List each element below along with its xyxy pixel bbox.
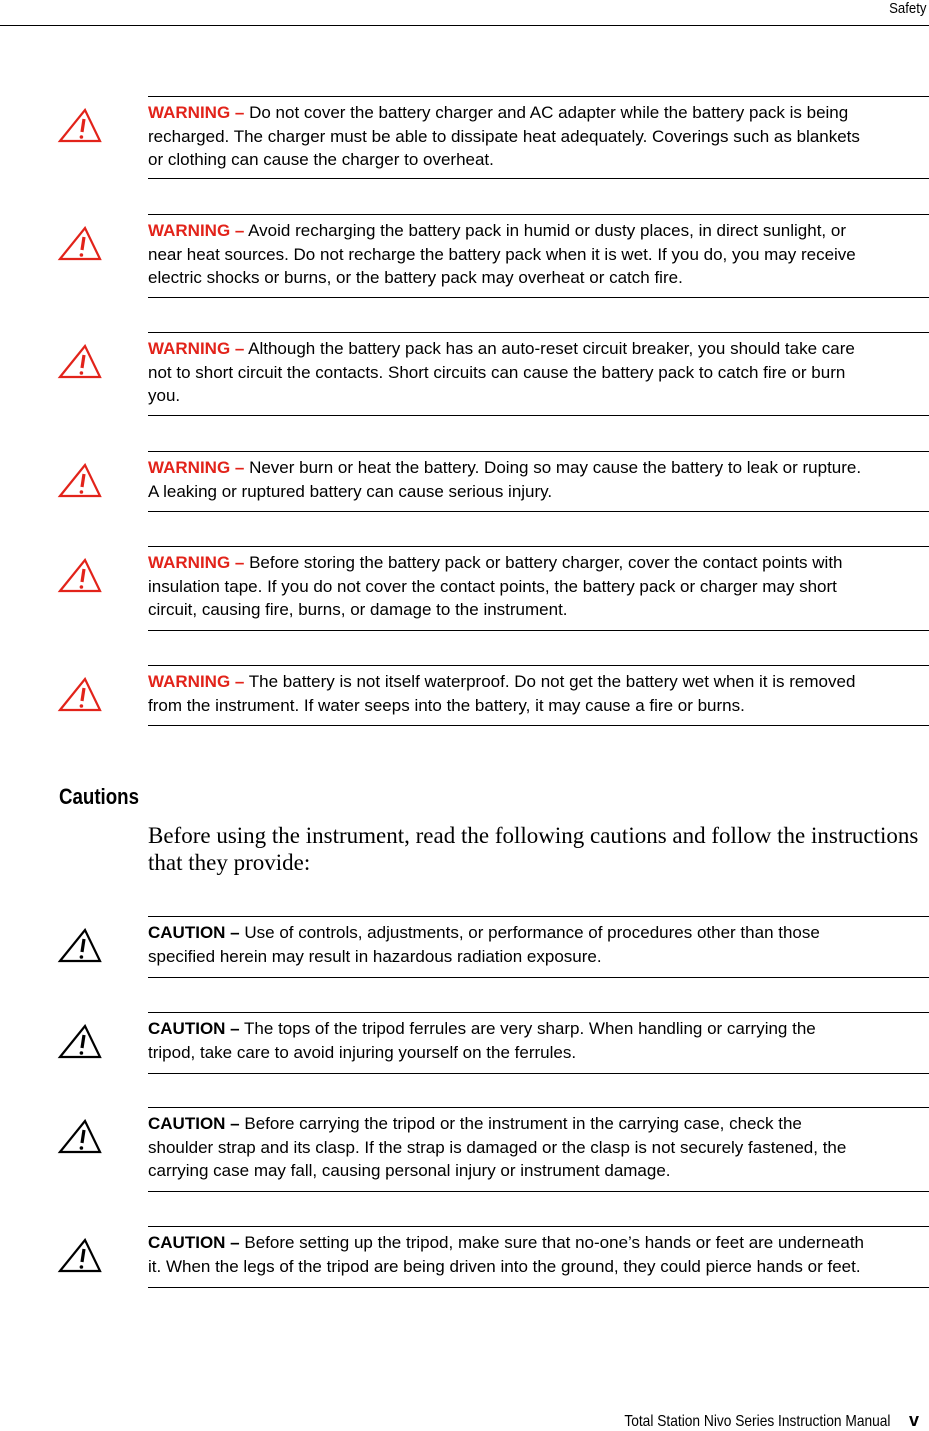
warning-triangle-icon (57, 677, 103, 713)
notice-line (148, 337, 929, 361)
notice-line: not to short circuit the contacts. Short circuits can cause the battery pack to catch fire or burn (148, 362, 846, 382)
notice-label: WARNING – (148, 553, 245, 572)
notice-bottom-rule (148, 725, 929, 726)
notice-label: WARNING – (148, 221, 245, 240)
notice-body (148, 456, 929, 503)
notice-line: carrying case may fall, causing personal injury or instrument damage. (148, 1161, 671, 1180)
notice-label: CAUTION – (148, 923, 240, 942)
notice-line (148, 670, 929, 694)
caution-triangle-icon (57, 1024, 103, 1060)
caution-notice (0, 1012, 929, 1075)
caution-notice (0, 916, 929, 979)
notice-line (148, 551, 929, 575)
notice-body (148, 551, 929, 622)
notice-text: The battery is not itself waterproof. Do not get the battery wet when it is removed (248, 672, 856, 691)
notice-line: near heat sources. Do not recharge the battery pack when it is wet. If you do, you may receive (148, 244, 856, 264)
notice-text: Before carrying the tripod or the instrument in the carrying case, check the (244, 1114, 802, 1133)
warning-triangle-icon (57, 108, 103, 144)
notice-top-rule (148, 1107, 929, 1108)
notice-line: tripod, take care to avoid injuring yourself on the ferrules. (148, 1042, 577, 1062)
notice-text: Although the battery pack has an auto-reset circuit breaker, you should take care (248, 339, 855, 358)
notice-bottom-rule (148, 1287, 929, 1288)
notice-top-rule (148, 1226, 929, 1227)
intro-line: Before using the instrument, read the following cautions and follow the instructions (148, 823, 919, 848)
notice-line: or clothing can cause the charger to overheat. (148, 150, 494, 169)
notice-top-rule (148, 96, 929, 97)
notice-text: Before setting up the tripod, make sure that no-one’s hands or feet are underneath (244, 1233, 865, 1252)
notice-bottom-rule (148, 630, 929, 631)
notice-bottom-rule (148, 977, 929, 978)
warning-notice (0, 96, 929, 180)
notice-body (148, 670, 929, 717)
notice-top-rule (148, 214, 929, 215)
warning-notice (0, 214, 929, 298)
notice-top-rule (148, 1012, 929, 1013)
warning-notice (0, 546, 929, 632)
warning-notice (0, 332, 929, 416)
notice-line (148, 219, 929, 243)
notice-line: from the instrument. If water seeps into the battery, it may cause a fire or burns. (148, 695, 745, 715)
notice-bottom-rule (148, 1073, 929, 1074)
caution-notice (0, 1107, 929, 1193)
notice-bottom-rule (148, 297, 929, 298)
notice-line: specified herein may result in hazardous radiation exposure. (148, 946, 602, 966)
notice-text: Do not cover the battery charger and AC adapter while the battery pack is being (249, 103, 849, 122)
running-header-section: Safety (889, 0, 927, 17)
cautions-intro-paragraph (148, 822, 929, 876)
notice-body (148, 337, 929, 408)
page-footer (581, 1410, 919, 1431)
notice-line: electric shocks or burns, or the battery pack may overheat or catch fire. (148, 268, 683, 287)
notice-bottom-rule (148, 415, 929, 416)
notice-line (148, 1017, 929, 1041)
notice-top-rule (148, 546, 929, 547)
notice-top-rule (148, 916, 929, 917)
notice-label: WARNING – (148, 103, 245, 122)
notice-label: WARNING – (148, 672, 245, 691)
caution-notice (0, 1226, 929, 1289)
notice-line: it. When the legs of the tripod are being driven into the ground, they could pierce hands or feet. (148, 1256, 861, 1276)
notice-line (148, 101, 929, 125)
warning-triangle-icon (57, 558, 103, 594)
notice-line: shoulder strap and its clasp. If the strap is damaged or the clasp is not securely fastened, the (148, 1137, 847, 1157)
warning-notice (0, 665, 929, 727)
notice-line (148, 921, 929, 945)
notice-line: insulation tape. If you do not cover the contact points, the battery pack or charger may short (148, 576, 837, 596)
notice-text: Never burn or heat the battery. Doing so may cause the battery to leak or rupture. (249, 458, 862, 477)
caution-triangle-icon (57, 928, 103, 964)
notice-line: circuit, causing fire, burns, or damage to the instrument. (148, 600, 568, 619)
caution-triangle-icon (57, 1119, 103, 1155)
notice-body (148, 101, 929, 172)
footer-manual-title: Total Station Nivo Series Instruction Manual (624, 1413, 891, 1430)
notice-bottom-rule (148, 511, 929, 512)
notice-body (148, 1112, 929, 1183)
notice-label: CAUTION – (148, 1233, 240, 1252)
notice-label: CAUTION – (148, 1019, 240, 1038)
section-heading-cautions: Cautions (59, 784, 140, 809)
notice-top-rule (148, 332, 929, 333)
caution-triangle-icon (57, 1238, 103, 1274)
notice-text: Before storing the battery pack or battery charger, cover the contact points with (249, 553, 843, 572)
warning-triangle-icon (57, 344, 103, 380)
notice-bottom-rule (148, 1191, 929, 1192)
notice-label: WARNING – (148, 458, 245, 477)
notice-label: CAUTION – (148, 1114, 240, 1133)
warning-triangle-icon (57, 463, 103, 499)
notice-line: you. (148, 386, 181, 405)
notice-body (148, 1231, 929, 1278)
notice-body (148, 219, 929, 290)
intro-line: that they provide: (148, 850, 311, 875)
warning-notice (0, 451, 929, 513)
notice-text: Use of controls, adjustments, or performance of procedures other than those (244, 923, 820, 942)
notice-body (148, 1017, 929, 1064)
notice-top-rule (148, 451, 929, 452)
notice-bottom-rule (148, 178, 929, 179)
notice-line (148, 1231, 929, 1255)
notice-top-rule (148, 665, 929, 666)
notice-label: WARNING – (148, 339, 245, 358)
warning-triangle-icon (57, 226, 103, 262)
notice-line (148, 456, 929, 480)
notice-line: A leaking or ruptured battery can cause serious injury. (148, 481, 553, 501)
notice-text: The tops of the tripod ferrules are very sharp. When handling or carrying the (244, 1019, 816, 1038)
footer-page-number: v (908, 1410, 919, 1430)
notice-line: recharged. The charger must be able to dissipate heat adequately. Coverings such as blankets (148, 126, 860, 146)
notice-body (148, 921, 929, 968)
notice-text: Avoid recharging the battery pack in humid or dusty places, in direct sunlight, or (248, 221, 846, 240)
notice-line (148, 1112, 929, 1136)
header-divider (0, 25, 929, 26)
